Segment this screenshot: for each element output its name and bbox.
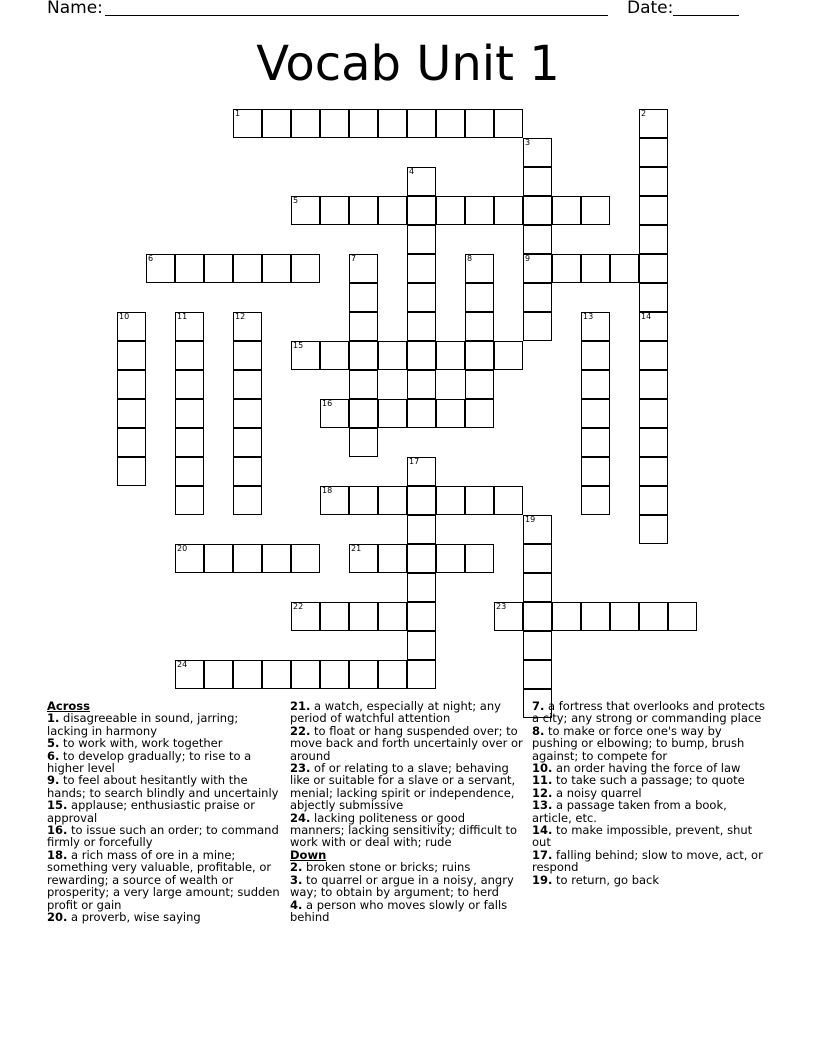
grid-cell[interactable] xyxy=(523,602,552,631)
grid-cell[interactable] xyxy=(552,254,581,283)
grid-cell[interactable] xyxy=(581,428,610,457)
across-clue xyxy=(290,700,523,725)
grid-cell[interactable] xyxy=(436,544,465,573)
grid-cell[interactable] xyxy=(407,370,436,399)
clue-number: 8 xyxy=(467,254,473,263)
grid-cell[interactable] xyxy=(378,486,407,515)
grid-cell[interactable] xyxy=(581,312,610,341)
grid-cell[interactable] xyxy=(349,109,378,138)
grid-cell[interactable] xyxy=(639,312,668,341)
grid-cell[interactable] xyxy=(639,515,668,544)
clue-text: to take such a passage; to quote xyxy=(556,773,745,788)
grid-cell[interactable] xyxy=(407,486,436,515)
grid-cell[interactable] xyxy=(523,254,552,283)
clue-text: a rich mass of ore in a mine; something very valuable, profitable, or rewarding; a source of wealth or prosperity; a very large amount; sudden profit or gain xyxy=(47,847,280,912)
clue-number: 6 xyxy=(148,254,154,263)
clue-number: 9 xyxy=(525,254,531,263)
grid-cell[interactable] xyxy=(291,660,320,689)
clue-text: broken stone or bricks; ruins xyxy=(306,860,471,875)
grid-cell[interactable] xyxy=(378,660,407,689)
down-clue xyxy=(532,700,765,725)
grid-cell[interactable] xyxy=(494,602,523,631)
grid-cell[interactable] xyxy=(262,660,291,689)
grid-cell[interactable] xyxy=(349,428,378,457)
down-clue xyxy=(290,874,523,899)
grid-cell[interactable] xyxy=(378,109,407,138)
clue-number: 14 xyxy=(641,312,652,321)
clue-num: 19. xyxy=(532,872,553,887)
clue-text: to issue such an order; to command firmly or forcefully xyxy=(47,823,279,850)
grid-cell[interactable] xyxy=(349,341,378,370)
grid-cell[interactable] xyxy=(465,341,494,370)
grid-cell[interactable] xyxy=(349,254,378,283)
grid-cell[interactable] xyxy=(523,225,552,254)
grid-cell[interactable] xyxy=(465,370,494,399)
grid-cell[interactable] xyxy=(262,109,291,138)
clue-text: applause; enthusiastic praise or approval xyxy=(47,798,255,825)
grid-cell[interactable] xyxy=(146,254,175,283)
grid-cell[interactable] xyxy=(639,109,668,138)
clue-num: 1. xyxy=(47,711,60,726)
grid-cell[interactable] xyxy=(552,196,581,225)
clues-column-1 xyxy=(47,700,280,923)
grid-cell[interactable] xyxy=(262,254,291,283)
grid-cell[interactable] xyxy=(204,254,233,283)
grid-cell[interactable] xyxy=(610,254,639,283)
grid-cell[interactable] xyxy=(639,602,668,631)
grid-cell[interactable] xyxy=(407,573,436,602)
clue-num: 15. xyxy=(47,798,68,813)
clue-text: disagreeable in sound, jarring; lacking in harmony xyxy=(47,711,239,738)
grid-cell[interactable] xyxy=(465,312,494,341)
across-clue xyxy=(47,799,280,824)
clue-num: 24. xyxy=(290,810,311,825)
clue-num: 23. xyxy=(290,761,311,776)
grid-cell[interactable] xyxy=(233,428,262,457)
grid-cell[interactable] xyxy=(233,341,262,370)
grid-cell[interactable] xyxy=(291,341,320,370)
grid-cell[interactable] xyxy=(465,486,494,515)
clue-num: 22. xyxy=(290,723,311,738)
across-clue xyxy=(290,725,523,762)
grid-cell[interactable] xyxy=(204,660,233,689)
grid-cell[interactable] xyxy=(494,486,523,515)
grid-cell[interactable] xyxy=(175,399,204,428)
clue-text: to float or hang suspended over; to move back and forth uncertainly over or around xyxy=(290,723,523,763)
grid-cell[interactable] xyxy=(581,602,610,631)
clue-text: a fortress that overlooks and protects a city; any strong or commanding place xyxy=(532,699,765,726)
grid-cell[interactable] xyxy=(291,254,320,283)
clue-num: 8. xyxy=(532,723,545,738)
grid-cell[interactable] xyxy=(320,341,349,370)
clue-num: 10. xyxy=(532,761,553,776)
grid-cell[interactable] xyxy=(523,544,552,573)
clues-column-3 xyxy=(532,700,765,886)
grid-cell[interactable] xyxy=(581,196,610,225)
grid-cell[interactable] xyxy=(291,602,320,631)
grid-cell[interactable] xyxy=(320,399,349,428)
grid-cell[interactable] xyxy=(320,660,349,689)
grid-cell[interactable] xyxy=(407,283,436,312)
grid-cell[interactable] xyxy=(523,515,552,544)
grid-cell[interactable] xyxy=(175,341,204,370)
grid-cell[interactable] xyxy=(523,138,552,167)
clue-number: 16 xyxy=(322,399,333,408)
grid-cell[interactable] xyxy=(465,399,494,428)
grid-cell[interactable] xyxy=(639,428,668,457)
grid-cell[interactable] xyxy=(465,544,494,573)
grid-cell[interactable] xyxy=(407,196,436,225)
clue-text: falling behind; slow to move, act, or respond xyxy=(532,847,763,875)
grid-cell[interactable] xyxy=(378,341,407,370)
clue-number: 11 xyxy=(177,312,188,321)
clue-num: 5. xyxy=(47,736,60,751)
clues-column-2 xyxy=(290,700,523,923)
grid-cell[interactable] xyxy=(378,602,407,631)
across-heading: Across xyxy=(47,699,90,713)
grid-cell[interactable] xyxy=(639,486,668,515)
grid-cell[interactable] xyxy=(233,457,262,486)
down-clue xyxy=(290,899,523,924)
grid-cell[interactable] xyxy=(436,341,465,370)
grid-cell[interactable] xyxy=(175,486,204,515)
down-clue xyxy=(532,799,765,824)
across-clue xyxy=(47,824,280,849)
grid-cell[interactable] xyxy=(291,109,320,138)
clue-text: a passage taken from a book, article, etc. xyxy=(532,798,727,825)
clue-number: 19 xyxy=(525,515,536,524)
clue-number: 21 xyxy=(351,544,362,553)
grid-cell[interactable] xyxy=(465,196,494,225)
grid-cell[interactable] xyxy=(349,312,378,341)
grid-cell[interactable] xyxy=(233,486,262,515)
grid-cell[interactable] xyxy=(349,283,378,312)
grid-cell[interactable] xyxy=(233,660,262,689)
grid-cell[interactable] xyxy=(407,457,436,486)
clue-num: 6. xyxy=(47,748,60,763)
grid-cell[interactable] xyxy=(523,631,552,660)
clue-text: to quarrel or argue in a noisy, angry way; to obtain by argument; to herd xyxy=(290,872,514,900)
grid-cell[interactable] xyxy=(407,515,436,544)
clue-number: 17 xyxy=(409,457,420,466)
clue-num: 21. xyxy=(290,699,311,713)
grid-cell[interactable] xyxy=(378,399,407,428)
clue-number: 18 xyxy=(322,486,333,495)
grid-cell[interactable] xyxy=(436,486,465,515)
grid-cell[interactable] xyxy=(378,544,407,573)
across-clue xyxy=(47,750,280,775)
down-clue xyxy=(532,824,765,849)
clue-num: 3. xyxy=(290,872,303,887)
grid-cell[interactable] xyxy=(349,602,378,631)
clue-text: to make impossible, prevent, shut out xyxy=(532,823,753,850)
grid-cell[interactable] xyxy=(407,602,436,631)
grid-cell[interactable] xyxy=(407,312,436,341)
clue-text: a watch, especially at night; any period of watchful attention xyxy=(290,699,501,726)
down-clue xyxy=(532,849,765,874)
grid-cell[interactable] xyxy=(639,196,668,225)
grid-cell[interactable] xyxy=(175,544,204,573)
clue-number: 4 xyxy=(409,167,415,176)
clue-text: an order having the force of law xyxy=(556,761,741,776)
clue-num: 7. xyxy=(532,699,545,713)
grid-cell[interactable] xyxy=(291,196,320,225)
grid-cell[interactable] xyxy=(233,312,262,341)
clue-num: 2. xyxy=(290,860,303,875)
grid-cell[interactable] xyxy=(407,399,436,428)
across-clue xyxy=(47,774,280,799)
clue-num: 12. xyxy=(532,785,553,800)
grid-cell[interactable] xyxy=(639,225,668,254)
page-title: Vocab Unit 1 xyxy=(256,36,560,92)
clue-num: 11. xyxy=(532,773,553,788)
grid-cell[interactable] xyxy=(349,196,378,225)
grid-cell[interactable] xyxy=(117,341,146,370)
across-clue xyxy=(290,812,523,849)
grid-cell[interactable] xyxy=(436,196,465,225)
clue-number: 1 xyxy=(235,109,241,118)
grid-cell[interactable] xyxy=(523,660,552,689)
clue-number: 5 xyxy=(293,196,299,205)
clue-text: lacking politeness or good manners; lacking sensitivity; difficult to work with or deal with; rude xyxy=(290,810,518,850)
clue-num: 18. xyxy=(47,847,68,862)
down-clue xyxy=(532,725,765,762)
grid-cell[interactable] xyxy=(349,370,378,399)
clue-num: 17. xyxy=(532,847,553,862)
clue-text: a proverb, wise saying xyxy=(71,909,201,924)
clue-num: 16. xyxy=(47,823,68,838)
grid-cell[interactable] xyxy=(117,457,146,486)
grid-cell[interactable] xyxy=(581,457,610,486)
grid-cell[interactable] xyxy=(639,370,668,399)
grid-cell[interactable] xyxy=(117,399,146,428)
grid-cell[interactable] xyxy=(436,399,465,428)
grid-cell[interactable] xyxy=(523,167,552,196)
clue-text: to make or force one's way by pushing or elbowing; to bump, brush against; to compete for xyxy=(532,723,745,763)
clue-text: to develop gradually; to rise to a higher level xyxy=(47,748,252,776)
clue-number: 23 xyxy=(496,602,507,611)
grid-cell[interactable] xyxy=(175,457,204,486)
grid-cell[interactable] xyxy=(523,573,552,602)
clue-text: of or relating to a slave; behaving like or suitable for a slave or a servant, menial; lacking spirit or independence, abjectly submissive xyxy=(290,761,516,813)
grid-cell[interactable] xyxy=(581,399,610,428)
grid-cell[interactable] xyxy=(407,225,436,254)
clue-num: 14. xyxy=(532,823,553,838)
name-label: Name: xyxy=(47,0,103,18)
grid-cell[interactable] xyxy=(175,370,204,399)
grid-cell[interactable] xyxy=(349,486,378,515)
grid-cell[interactable] xyxy=(494,196,523,225)
grid-cell[interactable] xyxy=(581,254,610,283)
grid-cell[interactable] xyxy=(407,631,436,660)
clue-text: to feel about hesitantly with the hands; to search blindly and uncertainly xyxy=(47,773,279,800)
grid-cell[interactable] xyxy=(233,544,262,573)
clue-number: 3 xyxy=(525,138,531,147)
grid-cell[interactable] xyxy=(581,370,610,399)
across-clue xyxy=(47,712,280,737)
grid-cell[interactable] xyxy=(639,167,668,196)
date-label: Date: xyxy=(627,0,674,18)
clue-num: 20. xyxy=(47,909,68,924)
grid-cell[interactable] xyxy=(407,341,436,370)
grid-cell[interactable] xyxy=(494,109,523,138)
clue-num: 9. xyxy=(47,773,60,788)
grid-cell[interactable] xyxy=(581,486,610,515)
clue-num: 13. xyxy=(532,798,553,813)
grid-cell[interactable] xyxy=(407,544,436,573)
clue-text: a person who moves slowly or falls behind xyxy=(290,897,508,924)
grid-cell[interactable] xyxy=(407,660,436,689)
clue-number: 7 xyxy=(351,254,357,263)
across-clue xyxy=(47,849,280,911)
clue-number: 13 xyxy=(583,312,594,321)
clue-number: 22 xyxy=(293,602,304,611)
grid-cell[interactable] xyxy=(465,254,494,283)
grid-cell[interactable] xyxy=(233,109,262,138)
grid-cell[interactable] xyxy=(465,109,494,138)
grid-cell[interactable] xyxy=(262,544,291,573)
clue-number: 12 xyxy=(235,312,246,321)
grid-cell[interactable] xyxy=(233,370,262,399)
grid-cell[interactable] xyxy=(175,428,204,457)
grid-cell[interactable] xyxy=(523,196,552,225)
grid-cell[interactable] xyxy=(349,399,378,428)
clue-number: 20 xyxy=(177,544,188,553)
grid-cell[interactable] xyxy=(175,312,204,341)
grid-cell[interactable] xyxy=(639,138,668,167)
grid-cell[interactable] xyxy=(581,341,610,370)
grid-cell[interactable] xyxy=(639,283,668,312)
grid-cell[interactable] xyxy=(320,196,349,225)
grid-cell[interactable] xyxy=(117,312,146,341)
clue-text: to return, go back xyxy=(556,872,660,887)
grid-cell[interactable] xyxy=(378,196,407,225)
clue-number: 15 xyxy=(293,341,304,350)
grid-cell[interactable] xyxy=(349,544,378,573)
grid-cell[interactable] xyxy=(639,254,668,283)
grid-cell[interactable] xyxy=(407,109,436,138)
across-clue xyxy=(290,762,523,812)
grid-cell[interactable] xyxy=(233,399,262,428)
across-clue xyxy=(47,911,280,923)
grid-cell[interactable] xyxy=(320,602,349,631)
clue-number: 2 xyxy=(641,109,647,118)
grid-cell[interactable] xyxy=(175,660,204,689)
grid-cell[interactable] xyxy=(639,399,668,428)
grid-cell[interactable] xyxy=(233,254,262,283)
clue-text: to work with, work together xyxy=(63,736,223,751)
grid-cell[interactable] xyxy=(117,370,146,399)
grid-cell[interactable] xyxy=(465,283,494,312)
grid-cell[interactable] xyxy=(204,544,233,573)
grid-cell[interactable] xyxy=(523,312,552,341)
grid-cell[interactable] xyxy=(668,602,697,631)
down-clue xyxy=(532,874,765,886)
clue-number: 24 xyxy=(177,660,188,669)
grid-cell[interactable] xyxy=(320,486,349,515)
grid-cell[interactable] xyxy=(552,602,581,631)
grid-cell[interactable] xyxy=(291,544,320,573)
grid-cell[interactable] xyxy=(407,167,436,196)
grid-cell[interactable] xyxy=(639,457,668,486)
grid-cell[interactable] xyxy=(639,341,668,370)
clue-number: 10 xyxy=(119,312,130,321)
grid-cell[interactable] xyxy=(494,341,523,370)
grid-cell[interactable] xyxy=(436,109,465,138)
grid-cell[interactable] xyxy=(610,602,639,631)
grid-cell[interactable] xyxy=(407,254,436,283)
clue-num: 4. xyxy=(290,897,303,912)
grid-cell[interactable] xyxy=(175,254,204,283)
grid-cell[interactable] xyxy=(349,660,378,689)
down-heading: Down xyxy=(290,847,327,862)
grid-cell[interactable] xyxy=(523,283,552,312)
grid-cell[interactable] xyxy=(117,428,146,457)
grid-cell[interactable] xyxy=(320,109,349,138)
clue-text: a noisy quarrel xyxy=(556,785,642,800)
